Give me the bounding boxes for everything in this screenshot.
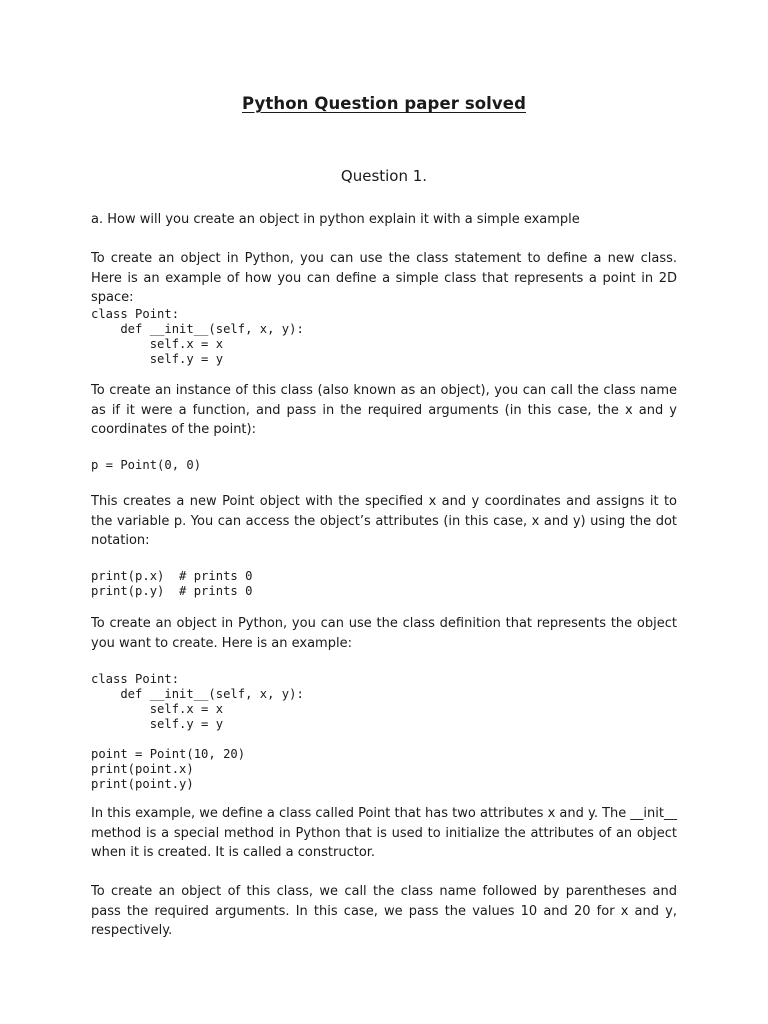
code-block-4: class Point: def __init__(self, x, y): self.x = x self.y = y point = Point(10, 20) print(point.x) print(point.y) xyxy=(91,672,304,791)
paragraph-3: This creates a new Point object with the specified x and y coordinates and assigns it to the variable p. You can access the object’s attributes (in this case, x and y) using the dot notation: xyxy=(91,494,677,548)
paragraph-6: To create an object of this class, we call the class name followed by parentheses and pass the required arguments. In this case, we pass the values 10 and 20 for x and y, respectively. xyxy=(91,884,677,938)
code-block-1: class Point: def __init__(self, x, y): self.x = x self.y = y xyxy=(91,307,304,366)
paragraph-2: To create an instance of this class (also known as an object), you can call the class name as if it were a function, and pass in the required arguments (in this case, the x and y coordinates of the point): xyxy=(91,383,677,437)
document-title: Python Question paper solved xyxy=(242,94,526,113)
paragraph-5: In this example, we define a class called Point that has two attributes x and y. The __init__ method is a special method in Python that is used to initialize the attributes of an object when it is created. It is called a constructor. xyxy=(91,806,677,860)
code-block-2: p = Point(0, 0) xyxy=(91,458,202,472)
question-a-text: a. How will you create an object in python explain it with a simple example xyxy=(91,212,580,227)
code-block-3: print(p.x) # prints 0 print(p.y) # prints 0 xyxy=(91,569,253,598)
question-heading: Question 1. xyxy=(340,167,428,185)
paragraph-4: To create an object in Python, you can use the class definition that represents the object you want to create. Here is an example: xyxy=(91,616,677,651)
paragraph-1: To create an object in Python, you can use the class statement to define a new class. Here is an example of how you can define a simple class that represents a point in 2D space: xyxy=(91,251,677,305)
